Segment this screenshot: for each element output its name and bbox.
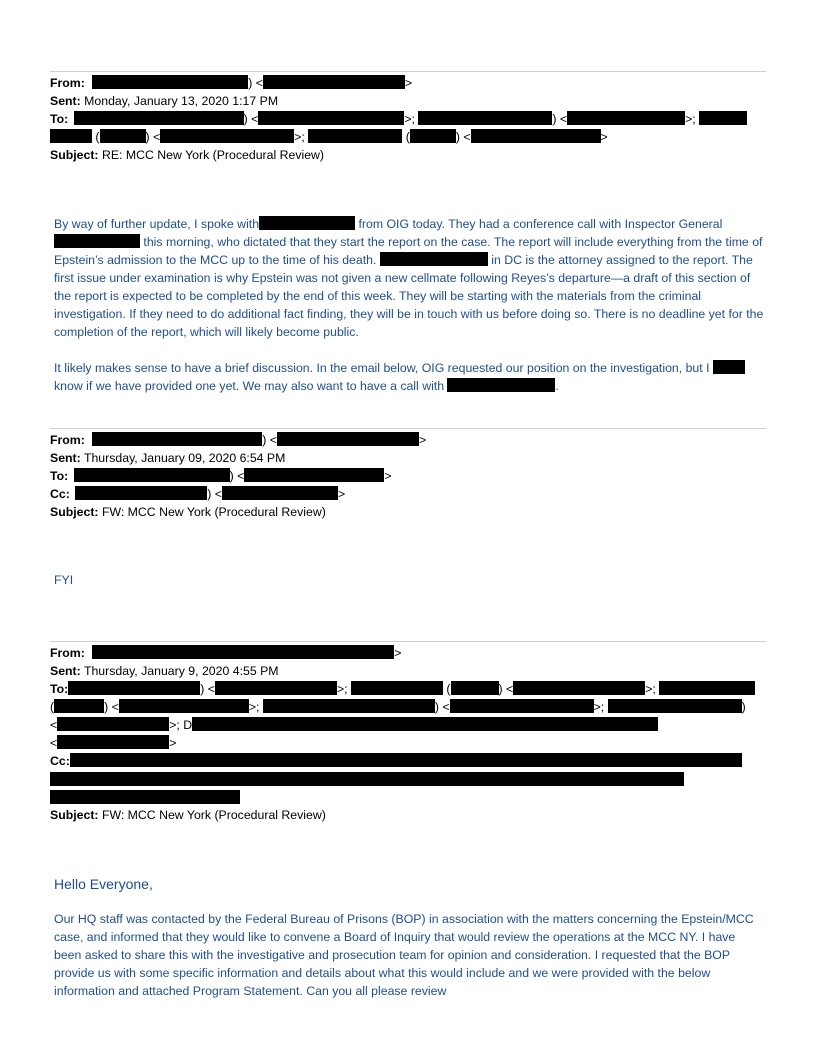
redaction xyxy=(215,681,337,695)
redaction xyxy=(68,681,200,695)
redaction xyxy=(54,234,140,248)
redaction xyxy=(699,111,747,125)
redaction xyxy=(713,360,745,374)
redaction xyxy=(513,681,645,695)
redaction xyxy=(258,111,404,125)
redaction xyxy=(50,790,240,804)
subject-line: Subject: RE: MCC New York (Procedural Review) xyxy=(50,148,325,162)
redaction xyxy=(92,75,248,89)
to-line: To: ) < >; ) < >; xyxy=(50,111,747,128)
redaction xyxy=(263,699,435,713)
redaction xyxy=(92,645,394,659)
sent-line: Sent: Monday, January 13, 2020 1:17 PM xyxy=(50,94,279,108)
redaction xyxy=(471,129,601,143)
to-line: To: ) < >; ( ) < >; xyxy=(50,681,755,698)
redaction xyxy=(50,129,92,143)
subject-line: Subject: FW: MCC New York (Procedural Review) xyxy=(50,505,326,519)
redaction xyxy=(54,699,104,713)
from-line: From: > xyxy=(50,646,402,660)
redaction xyxy=(263,75,405,89)
redaction xyxy=(450,699,594,713)
separator-line xyxy=(50,641,766,642)
cc-line: Cc: ) < > xyxy=(50,487,346,501)
cc-line: Cc: xyxy=(50,753,742,770)
to-line-cont: ( ) < >; ) < >; ) xyxy=(50,700,746,714)
redaction xyxy=(608,699,742,713)
redaction xyxy=(277,432,419,446)
to-line-cont: ( ) < >; ( ) < > xyxy=(50,129,608,146)
redaction xyxy=(447,378,555,392)
separator-line xyxy=(50,428,766,429)
to-line-cont: < > xyxy=(50,736,177,750)
to-line: To: ) < > xyxy=(50,469,392,483)
sent-line: Sent: Thursday, January 9, 2020 4:55 PM xyxy=(50,664,279,678)
email-body xyxy=(54,571,766,589)
redaction xyxy=(380,252,488,266)
from-line: From: ) < > xyxy=(50,76,413,90)
redaction xyxy=(192,717,658,731)
redaction xyxy=(70,753,742,767)
paragraph: It likely makes sense to have a brief discussion. In the email below, OIG requested our position on the investigation, but I know if we have provided one yet. We may also want to have a call with . xyxy=(54,359,766,395)
redaction xyxy=(244,468,384,482)
to-line-cont: < >; D xyxy=(50,717,658,734)
redaction xyxy=(351,681,443,695)
redaction xyxy=(160,129,294,143)
redaction xyxy=(74,468,230,482)
greeting: Hello Everyone, xyxy=(54,876,153,892)
redaction xyxy=(50,772,684,786)
from-line: From: ) < > xyxy=(50,433,427,447)
redaction xyxy=(308,129,402,143)
redaction xyxy=(119,699,249,713)
redaction xyxy=(659,681,755,695)
email-body xyxy=(54,215,766,395)
redaction xyxy=(75,486,207,500)
separator-line xyxy=(50,71,766,72)
redaction xyxy=(418,111,552,125)
redaction xyxy=(57,717,169,731)
paragraph: Our HQ staff was contacted by the Federal Bureau of Prisons (BOP) in association with the matters concerning the Epstein/MCC case, and informed that they would like to convene a Board of Inquiry that would review the operations at the MCC NY. I have been asked to share this with the investigative and prosecution team for opinion and consideration. I requested that the BOP provide us with some specific information and details about what this would include and we were provided with the below information and attached Program Statement. Can you all please review xyxy=(54,912,754,998)
redaction xyxy=(222,486,338,500)
paragraph: FYI xyxy=(54,573,74,587)
email-body xyxy=(54,910,766,1000)
redaction xyxy=(451,681,499,695)
redaction xyxy=(259,216,355,230)
redaction xyxy=(100,129,146,143)
subject-line: Subject: FW: MCC New York (Procedural Review) xyxy=(50,808,326,822)
paragraph: By way of further update, I spoke with from OIG today. They had a conference call with Inspector General this morning, who dictated that they start the report on the case. The report will include everything from the time of Epstein’s admission to the MCC up to the time of his death. in DC is the attorney assigned to the report. The first issue under examination is why Epstein was not given a new cellmate following Reyes’s departure—a draft of this section of the report is expected to be completed by the end of this week. They will be starting with the materials from the criminal investigation. If they need to do additional fact finding, they will be in touch with us before doing so. There is no deadline yet for the completion of the report, which will likely become public. xyxy=(54,217,764,339)
redaction xyxy=(74,111,244,125)
redaction xyxy=(567,111,685,125)
redaction xyxy=(57,735,169,749)
sent-line: Sent: Thursday, January 09, 2020 6:54 PM xyxy=(50,451,286,465)
redaction xyxy=(92,432,262,446)
redaction xyxy=(410,129,456,143)
